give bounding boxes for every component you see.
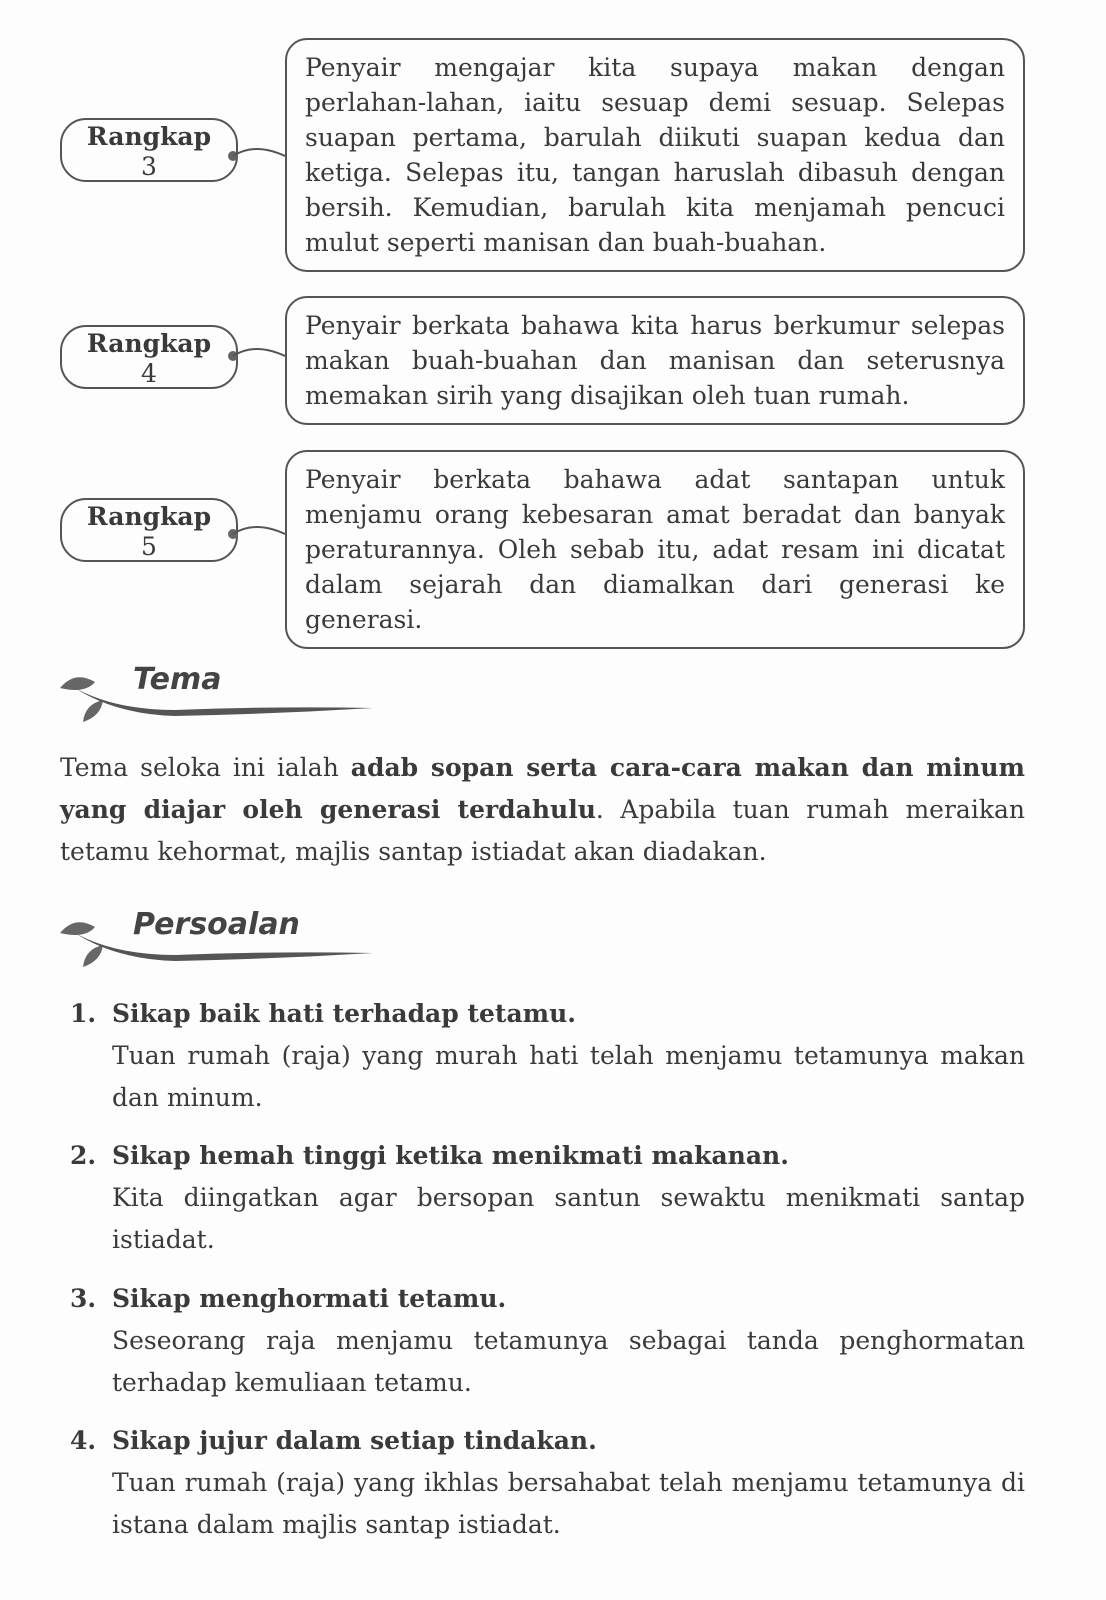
heading-text: Persoalan <box>133 907 300 942</box>
stanza-label-text: Rangkap <box>86 329 212 358</box>
item-description: Tuan rumah (raja) yang ikhlas bersahabat telah menjamu tetamunya di istana dalam majlis santap istiadat. <box>112 1468 1025 1539</box>
stanza-label-4 <box>60 325 238 389</box>
item-title: Sikap baik hati terhadap tetamu. <box>112 999 576 1028</box>
heading-text: Tema <box>133 662 222 697</box>
stanza-box-3: Penyair mengajar kita supaya makan dengan perlahan-lahan, iaitu sesuap demi sesuap. Selepas suapan pertama, barulah diikuti suapan kedua dan ketiga. Selepas itu, tangan haruslah dibasuh dengan bersih. Kemudian, barulah kita menjamah pencuci mulut seperti manisan dan buah-buahan. <box>285 38 1025 272</box>
stanza-label-text: Rangkap <box>86 122 212 151</box>
item-title: Sikap hemah tinggi ketika menikmati makanan. <box>112 1141 789 1170</box>
item-description: Kita diingatkan agar bersopan santun sewaktu menikmati santap istiadat. <box>112 1183 1025 1254</box>
stanza-number: 3 <box>141 152 157 181</box>
stanza-number: 4 <box>141 359 157 388</box>
list-item <box>60 1135 1025 1261</box>
bold-text: adab sopan serta cara-cara makan dan minum yang diajar oleh generasi terdahulu <box>60 753 1026 824</box>
list-item <box>60 1278 1025 1404</box>
item-number: 1. <box>70 999 97 1028</box>
item-description: Seseorang raja menjamu tetamunya sebagai tanda penghormatan terhadap kemuliaan tetamu. <box>112 1326 1025 1397</box>
list-item <box>60 993 1025 1119</box>
list-item <box>60 1420 1025 1546</box>
text: Tema seloka ini ialah <box>60 753 351 782</box>
stanza-label-text: Rangkap <box>86 502 212 531</box>
item-description: Tuan rumah (raja) yang murah hati telah menjamu tetamunya makan dan minum. <box>112 1041 1025 1112</box>
text: . Apabila tuan rumah meraikan tetamu kehormat, majlis santap istiadat akan diadakan. <box>60 795 1025 866</box>
item-number: 4. <box>70 1426 97 1455</box>
item-title: Sikap jujur dalam setiap tindakan. <box>112 1426 597 1455</box>
section-heading-tema <box>55 660 385 730</box>
item-number: 3. <box>70 1284 97 1313</box>
item-title: Sikap menghormati tetamu. <box>112 1284 507 1313</box>
item-number: 2. <box>70 1141 97 1170</box>
stanza-label-5 <box>60 498 238 562</box>
stanza-box-4: Penyair berkata bahawa kita harus berkumur selepas makan buah-buahan dan manisan dan seterusnya memakan sirih yang disajikan oleh tuan rumah. <box>285 296 1025 425</box>
section-heading-persoalan <box>55 905 385 975</box>
stanza-label-3 <box>60 118 238 182</box>
stanza-number: 5 <box>141 532 157 561</box>
tema-paragraph <box>60 747 1025 873</box>
stanza-box-5: Penyair berkata bahawa adat santapan untuk menjamu orang kebesaran amat beradat dan banyak peraturannya. Oleh sebab itu, adat resam ini dicatat dalam sejarah dan diamalkan dari generasi ke generasi. <box>285 450 1025 649</box>
